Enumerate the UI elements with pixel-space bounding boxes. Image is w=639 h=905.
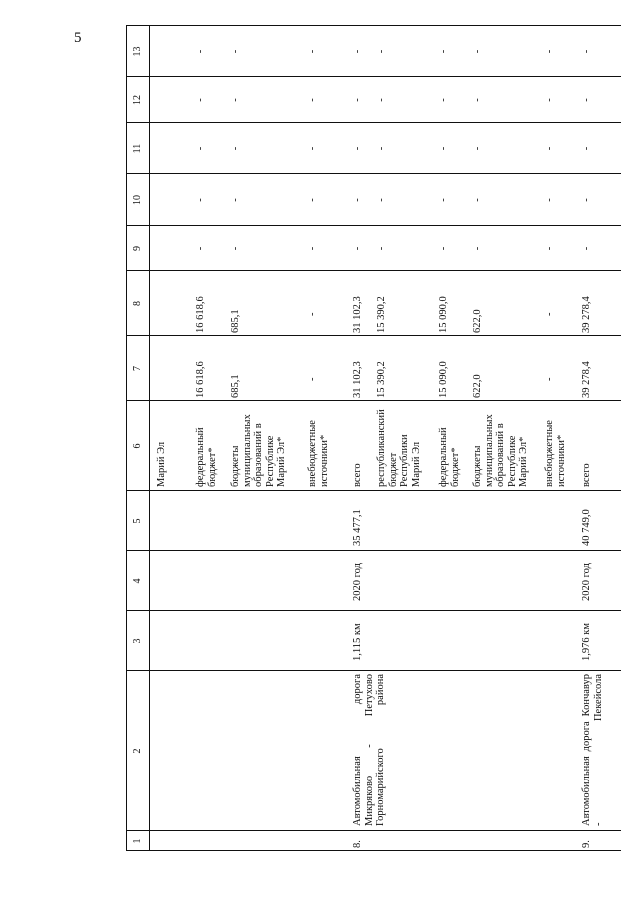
dash-col-10: -	[352, 198, 363, 202]
road-length: 1,976 км	[581, 623, 592, 661]
col-border	[126, 610, 621, 611]
header-col-12: 12	[132, 95, 143, 105]
source-cell: внебюджетные источники*	[307, 420, 330, 487]
dash-col-9: -	[307, 246, 318, 251]
col-border	[126, 830, 621, 831]
col-border	[126, 550, 621, 551]
header-col-5: 5	[132, 518, 143, 524]
value-col8: 16 618,6	[195, 296, 206, 333]
source-cell: всего	[581, 463, 592, 487]
value-col8: 15 090,0	[438, 296, 449, 333]
dash-col-12: -	[376, 98, 387, 102]
value-col8: 622,0	[472, 309, 483, 333]
value-col7: -	[544, 377, 555, 381]
dash-col-11: -	[472, 146, 483, 151]
dash-col-12: -	[352, 98, 363, 102]
value-col7: 15 090,0	[438, 361, 449, 398]
dash-col-13: -	[352, 49, 363, 54]
header-col-11: 11	[132, 143, 143, 154]
value-col7: 685,1	[230, 374, 241, 398]
header-col-9: 9	[132, 246, 143, 251]
dash-col-10: -	[581, 198, 592, 202]
dash-col-13: -	[230, 49, 241, 54]
dash-col-9: -	[195, 246, 206, 251]
header-col-10: 10	[132, 195, 143, 205]
dash-col-10: -	[195, 198, 206, 202]
dash-col-11: -	[230, 146, 241, 151]
value-col7: -	[307, 377, 318, 381]
value-col8: 15 390,2	[376, 296, 387, 333]
value-col8: -	[544, 312, 555, 316]
dash-col-10: -	[438, 198, 449, 202]
road-name: Автомобильная дорога Кончавур - Пекейсола	[581, 674, 604, 826]
road-length: 1,115 км	[352, 623, 363, 661]
header-col-13: 13	[132, 46, 143, 57]
dash-col-12: -	[438, 98, 449, 102]
dash-col-10: -	[307, 198, 318, 202]
page-number: 5	[74, 30, 82, 46]
source-cell: Марий Эл	[156, 441, 167, 487]
dash-col-11: -	[438, 146, 449, 151]
dash-col-9: -	[438, 246, 449, 251]
header-col-2: 2	[132, 748, 143, 754]
source-cell: всего	[352, 463, 363, 487]
dash-col-12: -	[307, 98, 318, 102]
source-cell: внебюджетные источники*	[544, 420, 567, 487]
dash-col-9: -	[544, 246, 555, 251]
dash-col-9: -	[472, 246, 483, 251]
header-col-7: 7	[132, 366, 143, 371]
dash-col-9: -	[376, 246, 387, 251]
header-col-4: 4	[132, 578, 143, 584]
source-cell: федеральный бюджет*	[195, 427, 218, 487]
road-year: 2020 год	[352, 563, 363, 601]
dash-col-11: -	[581, 146, 592, 151]
row-number: 9.	[581, 840, 592, 848]
value-col7: 15 390,2	[376, 361, 387, 398]
dash-col-9: -	[581, 246, 592, 251]
header-bottom-border	[149, 25, 150, 851]
dash-col-13: -	[438, 49, 449, 54]
dash-col-12: -	[581, 98, 592, 102]
dash-col-13: -	[376, 49, 387, 54]
value-col8: 685,1	[230, 309, 241, 333]
dash-col-9: -	[352, 246, 363, 251]
col-border	[126, 670, 621, 671]
value-col7: 31 102,3	[352, 361, 363, 398]
header-col-8: 8	[132, 301, 143, 306]
dash-col-13: -	[544, 49, 555, 54]
col-border	[126, 400, 621, 401]
value-col8: 39 278,4	[581, 296, 592, 333]
dash-col-12: -	[230, 98, 241, 102]
dash-col-11: -	[307, 146, 318, 151]
row-number: 8.	[352, 840, 363, 848]
source-cell: бюджеты муниципальных образований в Республике Марий Эл*	[472, 414, 529, 487]
dash-col-12: -	[472, 98, 483, 102]
dash-col-10: -	[472, 198, 483, 202]
value-col7: 39 278,4	[581, 361, 592, 398]
col-border	[126, 335, 621, 336]
dash-col-10: -	[376, 198, 387, 202]
col-border	[126, 490, 621, 491]
rotated-table	[126, 25, 621, 851]
dash-col-11: -	[352, 146, 363, 151]
road-total: 40 749,0	[581, 509, 592, 546]
dash-col-10: -	[230, 198, 241, 202]
value-col7: 622,0	[472, 374, 483, 398]
header-col-6: 6	[132, 443, 143, 449]
dash-col-9: -	[230, 246, 241, 251]
road-year: 2020 год	[581, 563, 592, 601]
dash-col-13: -	[581, 49, 592, 54]
dash-col-13: -	[195, 49, 206, 54]
dash-col-11: -	[544, 146, 555, 151]
source-cell: республиканский бюджет Республики Марий Эл	[376, 409, 422, 487]
dash-col-11: -	[376, 146, 387, 151]
dash-col-12: -	[544, 98, 555, 102]
road-total: 35 477,1	[352, 509, 363, 546]
header-col-3: 3	[132, 638, 143, 644]
source-cell: бюджеты муниципальных образований в Республике Марий Эл*	[230, 414, 287, 487]
value-col8: -	[307, 312, 318, 316]
dash-col-11: -	[195, 146, 206, 151]
dash-col-10: -	[544, 198, 555, 202]
header-col-1: 1	[132, 838, 143, 844]
dash-col-12: -	[195, 98, 206, 102]
dash-col-13: -	[472, 49, 483, 54]
dash-col-13: -	[307, 49, 318, 54]
source-cell: федеральный бюджет*	[438, 427, 461, 487]
col-border	[126, 850, 621, 851]
value-col8: 31 102,3	[352, 296, 363, 333]
value-col7: 16 618,6	[195, 361, 206, 398]
road-name: Автомобильная дорога Микряково - Петухово Горномарийского района	[352, 674, 386, 826]
